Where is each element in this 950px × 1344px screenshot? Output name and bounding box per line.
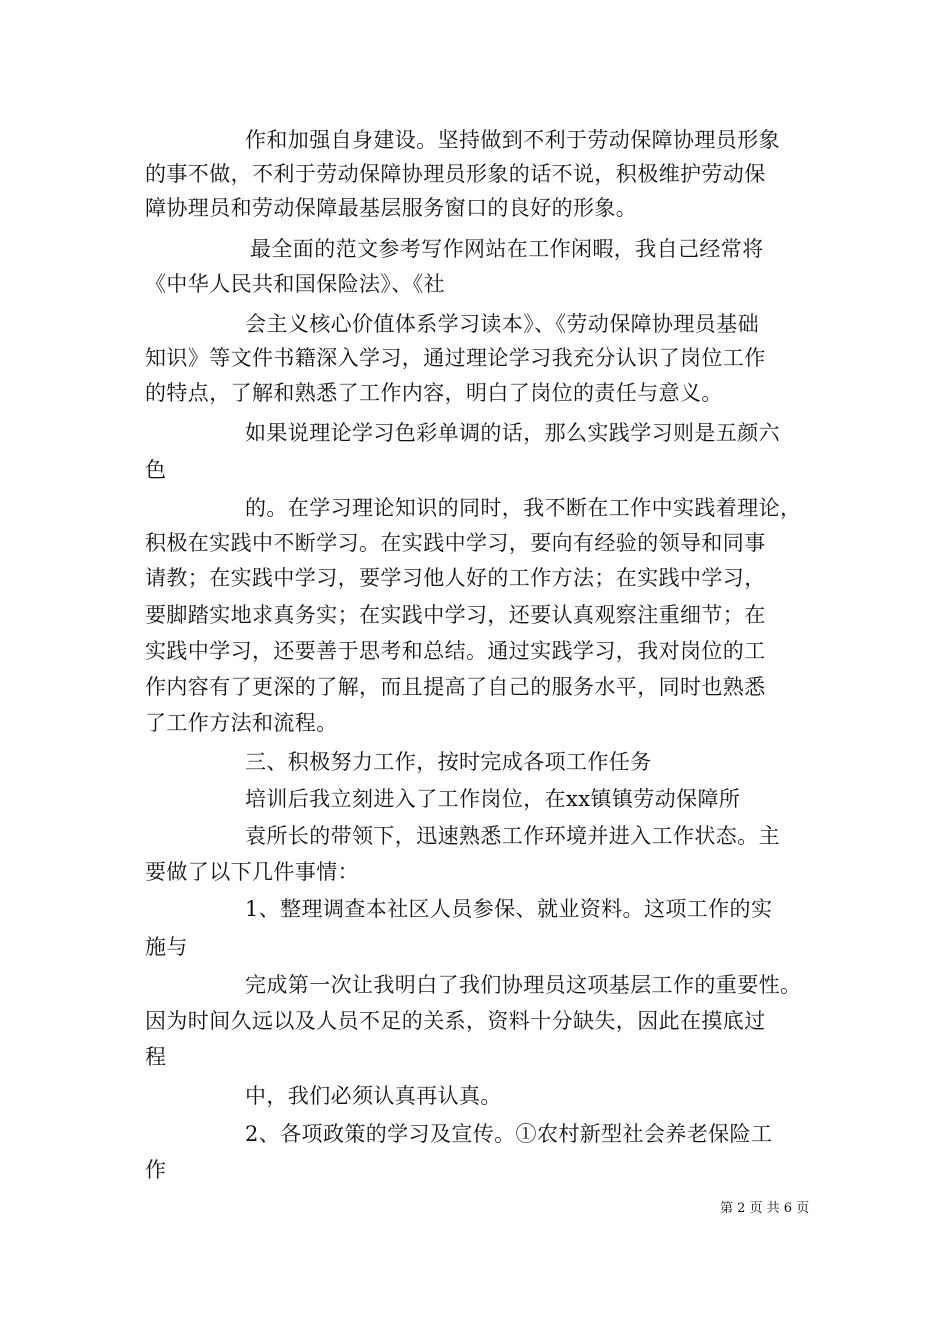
text-line: 了工作方法和流程。 — [145, 711, 338, 735]
text-line: 培训后我立刻进入了工作岗位，在xx镇镇劳动保障所 — [245, 787, 741, 811]
text-line: 实践中学习，还要善于思考和总结。通过实践学习，我对岗位的工 — [145, 639, 766, 663]
text-line: 因为时间久远以及人员不足的关系，资料十分缺失，因此在摸底过 — [145, 1009, 766, 1033]
text-line: 要脚踏实地求真务实；在实践中学习，还要认真观察注重细节；在 — [145, 603, 766, 627]
section-heading: 三、积极努力工作，按时完成各项工作任务 — [245, 750, 652, 774]
text-line: 如果说理论学习色彩单调的话，那么实践学习则是五颜六 — [245, 421, 780, 445]
text-line: 最全面的范文参考写作网站在工作闲暇，我自己经常将 — [250, 237, 764, 261]
text-line: 作 — [145, 1158, 167, 1182]
text-line: 袁所长的带领下，迅速熟悉工作环境并进入工作状态。主 — [245, 824, 780, 848]
text-line: 施与 — [145, 935, 188, 959]
text-line: 积极在实践中不断学习。在实践中学习，要向有经验的领导和同事 — [145, 531, 766, 555]
text-line: 会主义核心价值体系学习读本》、《劳动保障协理员基础 — [245, 312, 759, 336]
text-line: 作和加强自身建设。坚持做到不利于劳动保障协理员形象 — [245, 128, 780, 152]
text-line: 程 — [145, 1045, 167, 1069]
text-line: 《中华人民共和国保险法》、《社 — [145, 272, 445, 296]
text-line: 的特点，了解和熟悉了工作内容，明白了岗位的责任与意义。 — [145, 381, 723, 405]
text-line: 中，我们必须认真再认真。 — [245, 1084, 502, 1108]
text-line: 的事不做，不利于劳动保障协理员形象的话不说，积极维护劳动保 — [145, 162, 766, 186]
text-line: 2、各项政策的学习及宣传。①农村新型社会养老保险工 — [245, 1122, 773, 1146]
text-line: 请教；在实践中学习，要学习他人好的工作方法；在实践中学习， — [145, 566, 766, 590]
page-number: 第 2 页 共 6 页 — [720, 1201, 810, 1216]
text-line: 的。在学习理论知识的同时，我不断在工作中实践着理论， — [245, 496, 802, 520]
text-line: 完成第一次让我明白了我们协理员这项基层工作的重要性。 — [245, 973, 802, 997]
text-line: 要做了以下几件事情： — [145, 860, 359, 884]
text-line: 障协理员和劳动保障最基层服务窗口的良好的形象。 — [145, 196, 638, 220]
text-line: 知识》等文件书籍深入学习，通过理论学习我充分认识了岗位工作 — [145, 346, 766, 370]
text-line: 色 — [145, 458, 167, 482]
text-line: 1、整理调查本社区人员参保、就业资料。这项工作的实 — [245, 897, 773, 921]
text-line: 作内容有了更深的了解，而且提高了自己的服务水平，同时也熟悉 — [145, 675, 766, 699]
